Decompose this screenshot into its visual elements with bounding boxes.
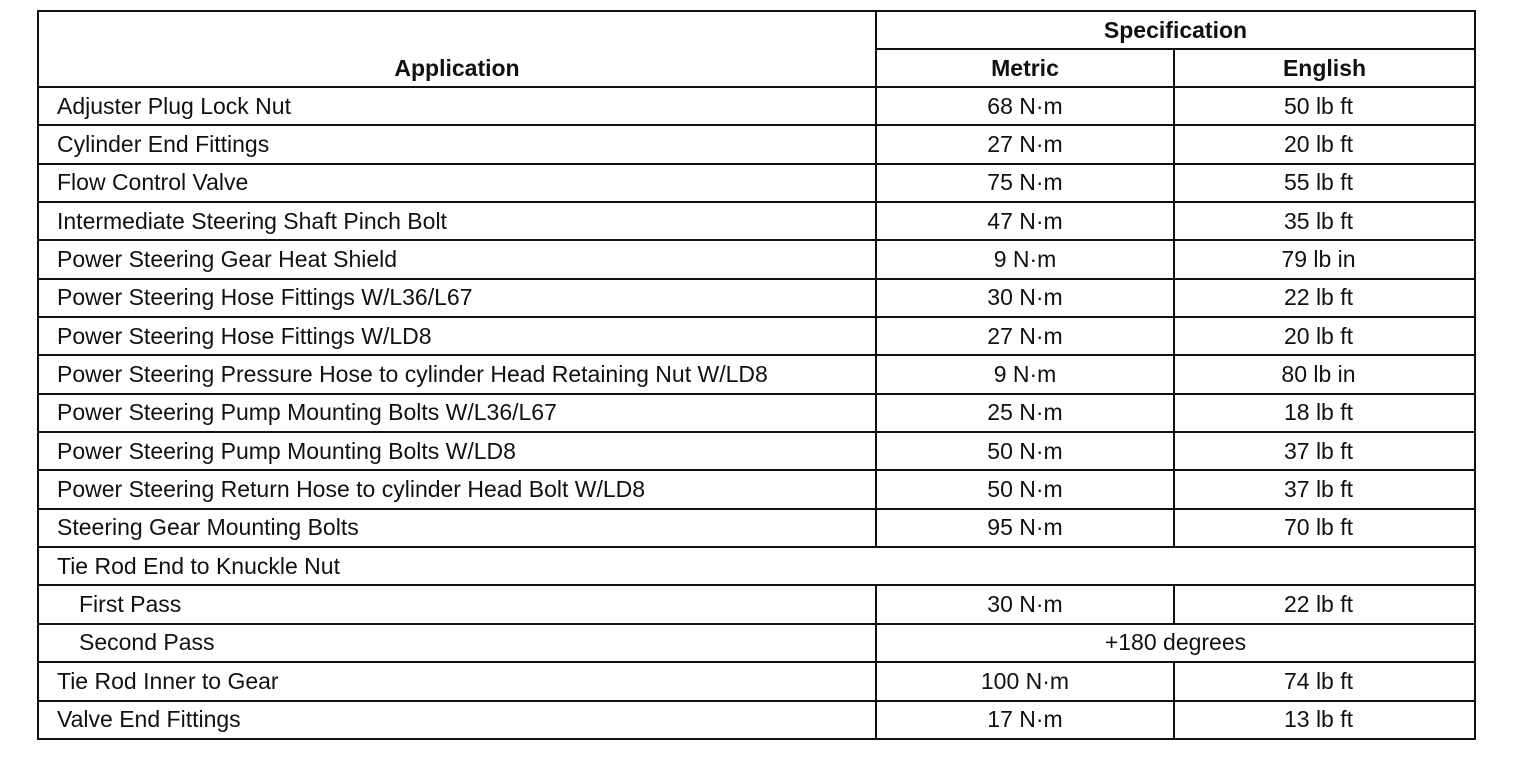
english-cell: 74 lb ft (1174, 662, 1475, 700)
metric-cell: 30 N·m (876, 585, 1174, 623)
english-cell: 50 lb ft (1174, 87, 1475, 125)
table-row (38, 87, 1475, 125)
english-cell: 22 lb ft (1174, 279, 1475, 317)
application-cell: Cylinder End Fittings (38, 125, 876, 163)
metric-cell: 9 N·m (876, 240, 1174, 278)
metric-header: Metric (876, 49, 1174, 87)
group-application-cell: Tie Rod End to Knuckle Nut (38, 547, 1475, 585)
metric-cell: 50 N·m (876, 432, 1174, 470)
application-cell: Power Steering Hose Fittings W/LD8 (38, 317, 876, 355)
metric-cell: 27 N·m (876, 317, 1174, 355)
table-row (38, 624, 1475, 662)
combined-spec-cell: +180 degrees (876, 624, 1475, 662)
sub-application-cell: Second Pass (38, 624, 876, 662)
table-row (38, 279, 1475, 317)
application-cell: Power Steering Pump Mounting Bolts W/L36/L67 (38, 394, 876, 432)
metric-cell: 17 N·m (876, 701, 1174, 740)
sub-application-cell: First Pass (38, 585, 876, 623)
application-cell: Intermediate Steering Shaft Pinch Bolt (38, 202, 876, 240)
application-cell: Flow Control Valve (38, 164, 876, 202)
table-row (38, 125, 1475, 163)
application-cell: Valve End Fittings (38, 701, 876, 740)
metric-cell: 47 N·m (876, 202, 1174, 240)
metric-cell: 95 N·m (876, 509, 1174, 547)
metric-cell: 100 N·m (876, 662, 1174, 700)
table-row (38, 394, 1475, 432)
header-row-top (38, 11, 1475, 49)
table-row (38, 202, 1475, 240)
metric-cell: 75 N·m (876, 164, 1174, 202)
application-cell: Power Steering Pressure Hose to cylinder Head Retaining Nut W/LD8 (38, 355, 876, 393)
table-row (38, 164, 1475, 202)
application-cell: Tie Rod Inner to Gear (38, 662, 876, 700)
english-header: English (1174, 49, 1475, 87)
english-cell: 37 lb ft (1174, 432, 1475, 470)
english-cell: 20 lb ft (1174, 125, 1475, 163)
application-cell: Power Steering Hose Fittings W/L36/L67 (38, 279, 876, 317)
table-row (38, 509, 1475, 547)
table-row (38, 662, 1475, 700)
english-cell: 70 lb ft (1174, 509, 1475, 547)
english-cell: 79 lb in (1174, 240, 1475, 278)
english-cell: 55 lb ft (1174, 164, 1475, 202)
metric-cell: 9 N·m (876, 355, 1174, 393)
metric-cell: 27 N·m (876, 125, 1174, 163)
metric-cell: 68 N·m (876, 87, 1174, 125)
application-cell: Power Steering Return Hose to cylinder Head Bolt W/LD8 (38, 470, 876, 508)
english-cell: 13 lb ft (1174, 701, 1475, 740)
table-row (38, 470, 1475, 508)
specification-header: Specification (876, 11, 1475, 49)
english-cell: 22 lb ft (1174, 585, 1475, 623)
group-header-row (38, 547, 1475, 585)
table-row (38, 432, 1475, 470)
metric-cell: 30 N·m (876, 279, 1174, 317)
english-cell: 80 lb in (1174, 355, 1475, 393)
english-cell: 18 lb ft (1174, 394, 1475, 432)
metric-cell: 25 N·m (876, 394, 1174, 432)
table-row (38, 701, 1475, 740)
torque-spec-table (37, 10, 1476, 740)
english-cell: 35 lb ft (1174, 202, 1475, 240)
application-cell: Adjuster Plug Lock Nut (38, 87, 876, 125)
metric-cell: 50 N·m (876, 470, 1174, 508)
application-cell: Power Steering Gear Heat Shield (38, 240, 876, 278)
table-row (38, 585, 1475, 623)
application-cell: Steering Gear Mounting Bolts (38, 509, 876, 547)
table-row (38, 240, 1475, 278)
table-row (38, 317, 1475, 355)
application-cell: Power Steering Pump Mounting Bolts W/LD8 (38, 432, 876, 470)
table-row (38, 355, 1475, 393)
english-cell: 20 lb ft (1174, 317, 1475, 355)
application-header: Application (38, 11, 876, 87)
english-cell: 37 lb ft (1174, 470, 1475, 508)
